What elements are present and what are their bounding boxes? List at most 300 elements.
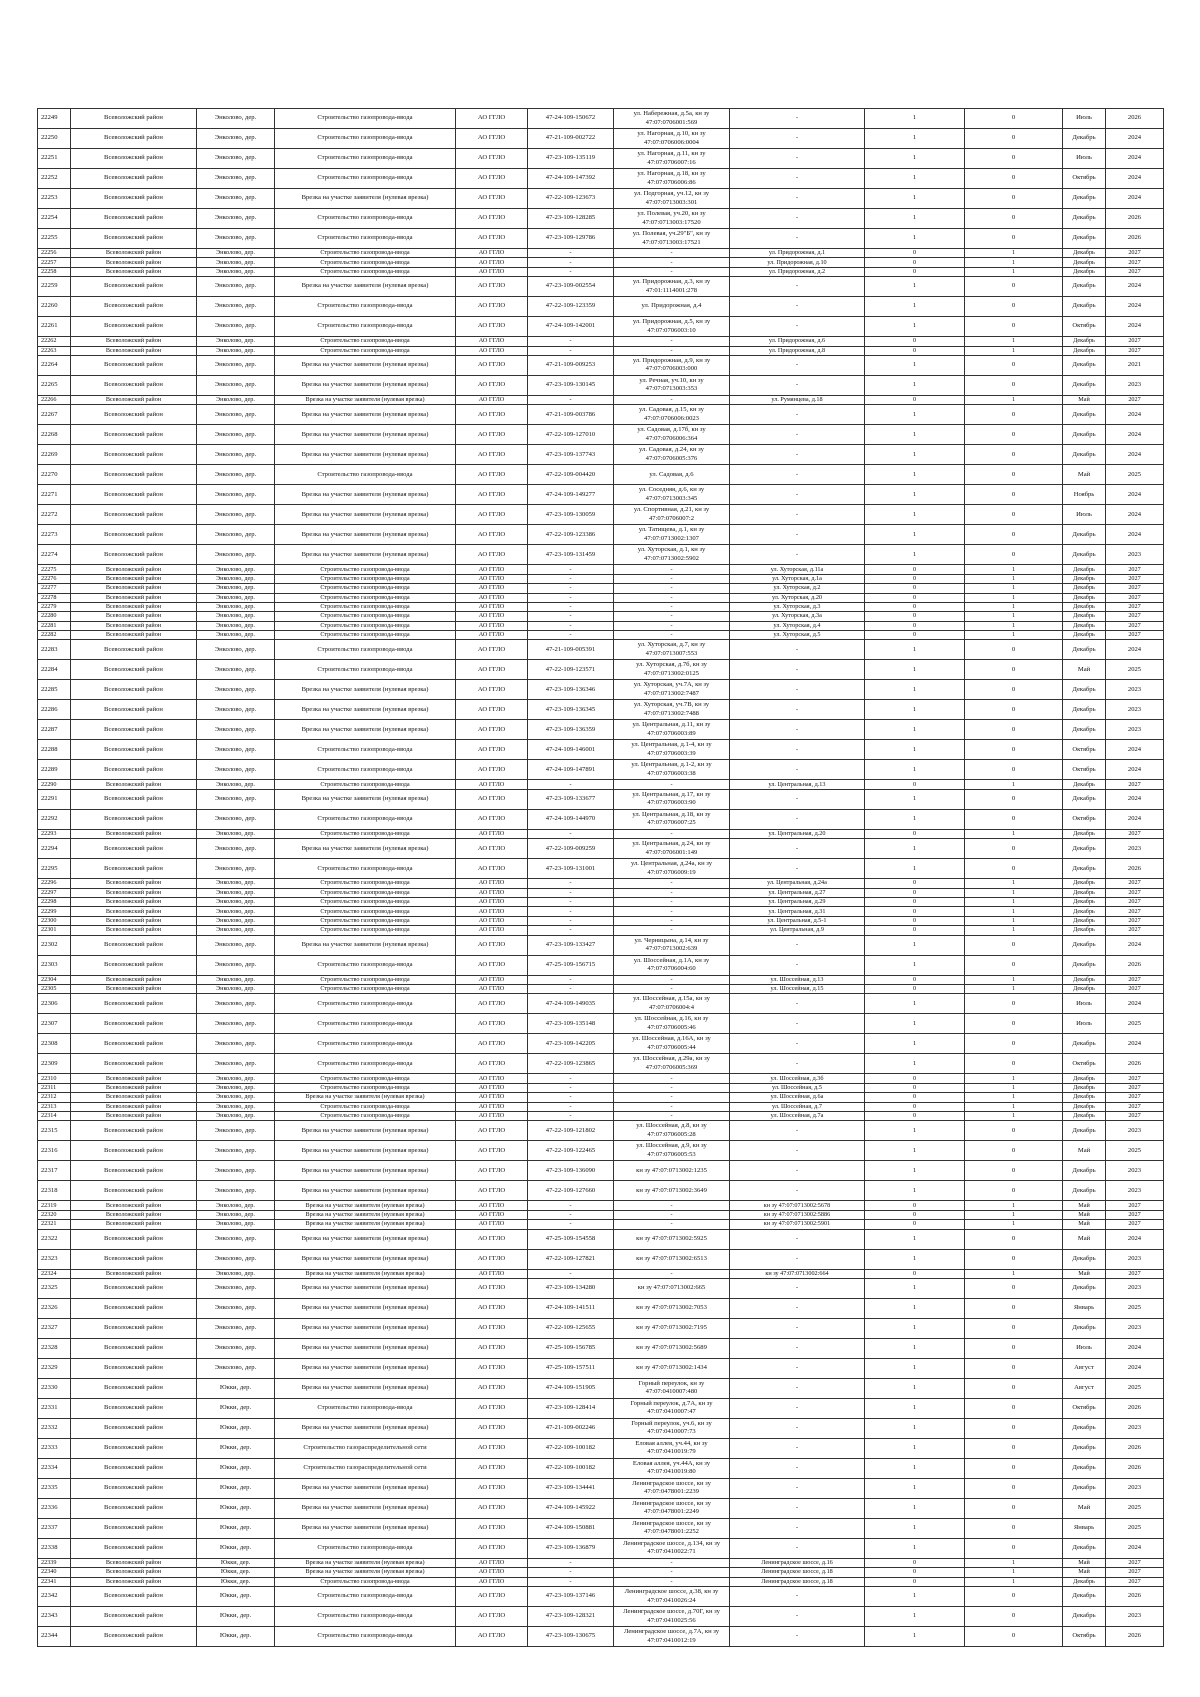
cell-applications-count: 1: [865, 955, 965, 975]
cell-organization: АО ГГЛО: [456, 593, 528, 602]
cell-application-number: 47-22-109-127660: [528, 1181, 614, 1201]
cell-applications-count: 1: [865, 760, 965, 780]
cell-work-type: Врезка на участке заявителя (нулевая врезка): [275, 1249, 456, 1269]
cell-address-planned: ул. Шоссейная, д.5: [730, 1083, 865, 1092]
table-row: [38, 346, 1164, 355]
cell-application-number: 47-24-109-147891: [528, 760, 614, 780]
cell-month: Декабрь: [1063, 680, 1106, 700]
cell-row-number: 22291: [38, 789, 71, 809]
cell-year: 2027: [1106, 1074, 1164, 1083]
table-row: [38, 229, 1164, 249]
cell-address-cadastral: ул. Садовая, д.24, кн зу 47:07:0706005:376: [614, 445, 730, 465]
cell-application-number: -: [528, 984, 614, 993]
cell-settlement: Энколово, дер.: [197, 337, 275, 346]
cell-applications-count: 1: [865, 1014, 965, 1034]
cell-planned-count: 1: [965, 395, 1063, 404]
cell-row-number: 22329: [38, 1358, 71, 1378]
cell-address-planned: ул. Хуторская, д.11а: [730, 565, 865, 574]
cell-application-number: -: [528, 1220, 614, 1229]
cell-year: 2024: [1106, 317, 1164, 337]
cell-address-cadastral: ул. Придорожная, д.5, кн зу 47:07:0706003:10: [614, 317, 730, 337]
cell-row-number: 22333: [38, 1438, 71, 1458]
cell-month: Декабрь: [1063, 1161, 1106, 1181]
cell-address-cadastral: ул. Центральная, д.24а, кн зу 47:07:0706009:19: [614, 859, 730, 879]
cell-month: Май: [1063, 1229, 1106, 1249]
cell-applications-count: 1: [865, 1298, 965, 1318]
cell-work-type: Врезка на участке заявителя (нулевая врезка): [275, 505, 456, 525]
cell-settlement: Энколово, дер.: [197, 1054, 275, 1074]
cell-district: Всеволожский район: [71, 935, 197, 955]
cell-address-cadastral: ул. Хуторская, д.7, кн зу 47:07:0713007:553: [614, 640, 730, 660]
cell-address-planned: -: [730, 1229, 865, 1249]
cell-applications-count: 1: [865, 1338, 965, 1358]
cell-year: 2024: [1106, 1338, 1164, 1358]
cell-settlement: Энколово, дер.: [197, 375, 275, 395]
cell-address-planned: ул. Шоссейная, д.7а: [730, 1111, 865, 1120]
cell-row-number: 22337: [38, 1518, 71, 1538]
cell-month: Октябрь: [1063, 1398, 1106, 1418]
cell-applications-count: 1: [865, 809, 965, 829]
cell-address-planned: -: [730, 109, 865, 129]
cell-planned-count: 1: [965, 267, 1063, 276]
cell-month: Декабрь: [1063, 1458, 1106, 1478]
cell-settlement: Юкки, дер.: [197, 1498, 275, 1518]
cell-settlement: Энколово, дер.: [197, 1229, 275, 1249]
cell-year: 2024: [1106, 405, 1164, 425]
cell-year: 2026: [1106, 1398, 1164, 1418]
cell-row-number: 22338: [38, 1538, 71, 1558]
cell-settlement: Энколово, дер.: [197, 445, 275, 465]
cell-row-number: 22341: [38, 1577, 71, 1586]
cell-address-cadastral: -: [614, 337, 730, 346]
cell-planned-count: 1: [965, 1111, 1063, 1120]
cell-address-cadastral: кн зу 47:07:0713002:5689: [614, 1338, 730, 1358]
cell-month: Декабрь: [1063, 1438, 1106, 1458]
cell-year: 2027: [1106, 395, 1164, 404]
cell-year: 2024: [1106, 445, 1164, 465]
cell-settlement: Энколово, дер.: [197, 994, 275, 1014]
cell-month: Декабрь: [1063, 297, 1106, 317]
cell-organization: АО ГГЛО: [456, 859, 528, 879]
cell-address-cadastral: -: [614, 926, 730, 935]
cell-address-cadastral: ул. Центральная, д.24, кн зу 47:07:0706001:149: [614, 839, 730, 859]
table-row: [38, 612, 1164, 621]
cell-month: Октябрь: [1063, 169, 1106, 189]
cell-applications-count: 1: [865, 1398, 965, 1418]
cell-address-planned: -: [730, 740, 865, 760]
cell-settlement: Энколово, дер.: [197, 317, 275, 337]
cell-district: Всеволожский район: [71, 1102, 197, 1111]
cell-address-cadastral: -: [614, 1558, 730, 1567]
cell-settlement: Энколово, дер.: [197, 169, 275, 189]
cell-planned-count: 0: [965, 1498, 1063, 1518]
cell-application-number: -: [528, 1201, 614, 1210]
cell-applications-count: 1: [865, 1358, 965, 1378]
cell-applications-count: 1: [865, 545, 965, 565]
table-row: [38, 984, 1164, 993]
cell-settlement: Энколово, дер.: [197, 660, 275, 680]
cell-work-type: Врезка на участке заявителя (нулевая врезка): [275, 1093, 456, 1102]
cell-month: Декабрь: [1063, 1587, 1106, 1607]
cell-applications-count: 0: [865, 1093, 965, 1102]
cell-settlement: Энколово, дер.: [197, 829, 275, 838]
table-row: [38, 445, 1164, 465]
table-row: [38, 740, 1164, 760]
cell-applications-count: 1: [865, 1607, 965, 1627]
cell-address-planned: ул. Центральная, д.13: [730, 780, 865, 789]
cell-district: Всеволожский район: [71, 1034, 197, 1054]
cell-settlement: Энколово, дер.: [197, 916, 275, 925]
cell-applications-count: 0: [865, 593, 965, 602]
table-row: [38, 975, 1164, 984]
cell-application-number: 47-23-109-130145: [528, 375, 614, 395]
cell-organization: АО ГГЛО: [456, 1074, 528, 1083]
cell-month: Декабрь: [1063, 879, 1106, 888]
cell-year: 2021: [1106, 355, 1164, 375]
cell-district: Всеволожский район: [71, 916, 197, 925]
cell-application-number: -: [528, 780, 614, 789]
cell-year: 2023: [1106, 545, 1164, 565]
cell-application-number: 47-23-109-131001: [528, 859, 614, 879]
cell-applications-count: 1: [865, 1249, 965, 1269]
cell-application-number: 47-25-109-157511: [528, 1358, 614, 1378]
cell-address-planned: -: [730, 720, 865, 740]
cell-organization: АО ГГЛО: [456, 1298, 528, 1318]
cell-applications-count: 1: [865, 109, 965, 129]
cell-month: Май: [1063, 1558, 1106, 1567]
cell-address-cadastral: -: [614, 1074, 730, 1083]
table-row: [38, 395, 1164, 404]
cell-work-type: Строительство газопровода-ввода: [275, 740, 456, 760]
cell-year: 2023: [1106, 375, 1164, 395]
cell-applications-count: 0: [865, 249, 965, 258]
cell-settlement: Энколово, дер.: [197, 1034, 275, 1054]
table-row: [38, 660, 1164, 680]
cell-work-type: Строительство газопровода-ввода: [275, 898, 456, 907]
cell-organization: АО ГГЛО: [456, 680, 528, 700]
cell-year: 2027: [1106, 1269, 1164, 1278]
cell-application-number: 47-23-109-136345: [528, 700, 614, 720]
cell-district: Всеволожский район: [71, 660, 197, 680]
cell-month: Май: [1063, 1210, 1106, 1219]
cell-applications-count: 1: [865, 425, 965, 445]
cell-application-number: 47-21-109-002722: [528, 129, 614, 149]
cell-settlement: Энколово, дер.: [197, 935, 275, 955]
cell-address-planned: Ленинградское шоссе, д.18: [730, 1577, 865, 1586]
cell-address-cadastral: -: [614, 621, 730, 630]
cell-address-cadastral: ул. Хуторская, уч.7В, кн зу 47:07:0713002:7488: [614, 700, 730, 720]
cell-district: Всеволожский район: [71, 789, 197, 809]
cell-address-planned: -: [730, 1398, 865, 1418]
cell-address-planned: -: [730, 277, 865, 297]
cell-year: 2027: [1106, 1102, 1164, 1111]
cell-month: Декабрь: [1063, 249, 1106, 258]
cell-applications-count: 1: [865, 149, 965, 169]
cell-applications-count: 0: [865, 1083, 965, 1092]
cell-applications-count: 1: [865, 1518, 965, 1538]
cell-settlement: Энколово, дер.: [197, 1083, 275, 1092]
table-row: [38, 955, 1164, 975]
cell-address-planned: -: [730, 229, 865, 249]
cell-district: Всеволожский район: [71, 1558, 197, 1567]
cell-application-number: 47-22-109-122465: [528, 1141, 614, 1161]
cell-work-type: Врезка на участке заявителя (нулевая врезка): [275, 1121, 456, 1141]
cell-planned-count: 1: [965, 898, 1063, 907]
cell-organization: АО ГГЛО: [456, 425, 528, 445]
cell-month: Декабрь: [1063, 267, 1106, 276]
cell-organization: АО ГГЛО: [456, 907, 528, 916]
gasification-register-table: [37, 108, 1164, 1647]
cell-address-cadastral: -: [614, 574, 730, 583]
cell-organization: АО ГГЛО: [456, 525, 528, 545]
cell-row-number: 22305: [38, 984, 71, 993]
cell-work-type: Врезка на участке заявителя (нулевая врезка): [275, 720, 456, 740]
cell-address-cadastral: -: [614, 975, 730, 984]
cell-row-number: 22340: [38, 1568, 71, 1577]
cell-organization: АО ГГЛО: [456, 975, 528, 984]
cell-applications-count: 1: [865, 229, 965, 249]
cell-applications-count: 0: [865, 829, 965, 838]
cell-planned-count: 0: [965, 375, 1063, 395]
cell-month: Июль: [1063, 994, 1106, 1014]
cell-row-number: 22265: [38, 375, 71, 395]
cell-district: Всеволожский район: [71, 621, 197, 630]
cell-district: Всеволожский район: [71, 149, 197, 169]
cell-month: Декабрь: [1063, 907, 1106, 916]
cell-district: Всеволожский район: [71, 720, 197, 740]
cell-row-number: 22323: [38, 1249, 71, 1269]
cell-organization: АО ГГЛО: [456, 1587, 528, 1607]
cell-address-planned: -: [730, 1607, 865, 1627]
cell-settlement: Энколово, дер.: [197, 1269, 275, 1278]
cell-address-planned: -: [730, 1278, 865, 1298]
cell-address-cadastral: кн зу 47:07:0713002:665: [614, 1278, 730, 1298]
cell-work-type: Строительство газопровода-ввода: [275, 1577, 456, 1586]
cell-row-number: 22303: [38, 955, 71, 975]
cell-application-number: 47-24-109-141511: [528, 1298, 614, 1318]
cell-application-number: -: [528, 829, 614, 838]
cell-month: Декабрь: [1063, 445, 1106, 465]
cell-work-type: Врезка на участке заявителя (нулевая врезка): [275, 545, 456, 565]
cell-address-cadastral: ул. Центральная, д.11, кн зу 47:07:0706003:89: [614, 720, 730, 740]
cell-row-number: 22263: [38, 346, 71, 355]
cell-address-cadastral: ул. Хуторская, уч.7А, кн зу 47:07:0713002:7487: [614, 680, 730, 700]
cell-work-type: Строительство газопровода-ввода: [275, 109, 456, 129]
cell-address-cadastral: ул. Центральная, д.1-2, кн зу 47:07:0706003:38: [614, 760, 730, 780]
cell-month: Декабрь: [1063, 189, 1106, 209]
cell-month: Декабрь: [1063, 1034, 1106, 1054]
cell-work-type: Строительство газопровода-ввода: [275, 337, 456, 346]
cell-district: Всеволожский район: [71, 584, 197, 593]
cell-address-cadastral: Горный переулок, д.7А, кн зу 47:07:0410007:47: [614, 1398, 730, 1418]
cell-address-cadastral: ул. Хуторская, д.7б, кн зу 47:07:0713002:0125: [614, 660, 730, 680]
cell-planned-count: 1: [965, 926, 1063, 935]
cell-row-number: 22289: [38, 760, 71, 780]
cell-planned-count: 1: [965, 1577, 1063, 1586]
cell-applications-count: 0: [865, 337, 965, 346]
cell-organization: АО ГГЛО: [456, 1210, 528, 1219]
table-row: [38, 1587, 1164, 1607]
cell-work-type: Строительство газопровода-ввода: [275, 593, 456, 602]
cell-address-planned: -: [730, 1358, 865, 1378]
cell-year: 2024: [1106, 297, 1164, 317]
table-row: [38, 375, 1164, 395]
cell-year: 2026: [1106, 1458, 1164, 1478]
cell-month: Декабрь: [1063, 1083, 1106, 1092]
table-row: [38, 565, 1164, 574]
cell-address-planned: ул. Шоссейная, д.15: [730, 984, 865, 993]
table-row: [38, 317, 1164, 337]
cell-organization: АО ГГЛО: [456, 839, 528, 859]
cell-year: 2023: [1106, 1478, 1164, 1498]
cell-address-cadastral: -: [614, 1269, 730, 1278]
cell-row-number: 22253: [38, 189, 71, 209]
cell-address-planned: -: [730, 465, 865, 485]
cell-settlement: Энколово, дер.: [197, 574, 275, 583]
cell-planned-count: 0: [965, 229, 1063, 249]
cell-organization: АО ГГЛО: [456, 574, 528, 583]
cell-district: Всеволожский район: [71, 1014, 197, 1034]
cell-month: Декабрь: [1063, 859, 1106, 879]
cell-address-planned: ул. Придорожная, д.6: [730, 337, 865, 346]
cell-settlement: Энколово, дер.: [197, 975, 275, 984]
cell-address-cadastral: ул. Садовая, д.17б, кн зу 47:07:0706006:364: [614, 425, 730, 445]
cell-row-number: 22306: [38, 994, 71, 1014]
cell-application-number: 47-25-109-154558: [528, 1229, 614, 1249]
cell-applications-count: 1: [865, 700, 965, 720]
cell-year: 2024: [1106, 129, 1164, 149]
cell-month: Декабрь: [1063, 955, 1106, 975]
cell-organization: АО ГГЛО: [456, 1577, 528, 1586]
cell-month: Декабрь: [1063, 612, 1106, 621]
cell-application-number: 47-23-109-133427: [528, 935, 614, 955]
cell-district: Всеволожский район: [71, 375, 197, 395]
cell-organization: АО ГГЛО: [456, 209, 528, 229]
cell-planned-count: 0: [965, 740, 1063, 760]
cell-district: Всеволожский район: [71, 1607, 197, 1627]
cell-work-type: Врезка на участке заявителя (нулевая врезка): [275, 485, 456, 505]
cell-address-planned: ул. Центральная, д.27: [730, 888, 865, 897]
cell-address-planned: ул. Центральная, д.31: [730, 907, 865, 916]
cell-year: 2024: [1106, 1358, 1164, 1378]
cell-planned-count: 0: [965, 1229, 1063, 1249]
cell-address-planned: кн зу 47:07:0713002:5901: [730, 1220, 865, 1229]
cell-settlement: Юкки, дер.: [197, 1577, 275, 1586]
cell-address-cadastral: ул. Центральная, д.17, кн зу 47:07:0706003:90: [614, 789, 730, 809]
cell-application-number: 47-21-109-002246: [528, 1418, 614, 1438]
cell-month: Декабрь: [1063, 565, 1106, 574]
cell-district: Всеволожский район: [71, 1161, 197, 1181]
cell-row-number: 22343: [38, 1607, 71, 1627]
cell-address-planned: ул. Хуторская, д.5: [730, 631, 865, 640]
cell-month: Декабрь: [1063, 720, 1106, 740]
cell-address-planned: -: [730, 1338, 865, 1358]
cell-district: Всеволожский район: [71, 839, 197, 859]
cell-month: Декабрь: [1063, 574, 1106, 583]
cell-applications-count: 0: [865, 267, 965, 276]
cell-address-planned: ул. Центральная, д.24а: [730, 879, 865, 888]
cell-year: 2025: [1106, 660, 1164, 680]
cell-row-number: 22259: [38, 277, 71, 297]
table-row: [38, 505, 1164, 525]
cell-settlement: Энколово, дер.: [197, 907, 275, 916]
cell-address-planned: -: [730, 485, 865, 505]
cell-planned-count: 0: [965, 1538, 1063, 1558]
cell-month: Декабрь: [1063, 525, 1106, 545]
cell-address-cadastral: -: [614, 267, 730, 276]
cell-district: Всеволожский район: [71, 425, 197, 445]
cell-district: Всеволожский район: [71, 109, 197, 129]
cell-address-cadastral: -: [614, 1577, 730, 1586]
cell-row-number: 22288: [38, 740, 71, 760]
cell-month: Декабрь: [1063, 277, 1106, 297]
cell-applications-count: 0: [865, 1220, 965, 1229]
cell-address-cadastral: Горный переулок, кн зу 47:07:0410007:480: [614, 1378, 730, 1398]
cell-address-planned: -: [730, 1034, 865, 1054]
cell-work-type: Строительство газопровода-ввода: [275, 1587, 456, 1607]
cell-applications-count: 1: [865, 1034, 965, 1054]
cell-district: Всеволожский район: [71, 1587, 197, 1607]
cell-applications-count: 1: [865, 277, 965, 297]
cell-work-type: Строительство газораспределительной сети: [275, 1438, 456, 1458]
cell-application-number: 47-24-109-150672: [528, 109, 614, 129]
cell-application-number: -: [528, 907, 614, 916]
cell-application-number: 47-24-109-142001: [528, 317, 614, 337]
cell-row-number: 22293: [38, 829, 71, 838]
cell-planned-count: 0: [965, 1398, 1063, 1418]
cell-address-planned: -: [730, 660, 865, 680]
cell-work-type: Строительство газопровода-ввода: [275, 1074, 456, 1083]
cell-year: 2027: [1106, 907, 1164, 916]
cell-applications-count: 0: [865, 395, 965, 404]
cell-address-cadastral: ул. Соседняя, д.6, кн зу 47:07:0713003:345: [614, 485, 730, 505]
cell-year: 2027: [1106, 602, 1164, 611]
table-row: [38, 189, 1164, 209]
cell-work-type: Строительство газопровода-ввода: [275, 229, 456, 249]
cell-address-planned: -: [730, 189, 865, 209]
cell-applications-count: 1: [865, 1121, 965, 1141]
cell-organization: АО ГГЛО: [456, 1121, 528, 1141]
cell-work-type: Врезка на участке заявителя (нулевая врезка): [275, 680, 456, 700]
cell-planned-count: 1: [965, 612, 1063, 621]
cell-work-type: Врезка на участке заявителя (нулевая врезка): [275, 355, 456, 375]
cell-address-cadastral: -: [614, 879, 730, 888]
cell-planned-count: 0: [965, 189, 1063, 209]
cell-organization: АО ГГЛО: [456, 485, 528, 505]
cell-work-type: Врезка на участке заявителя (нулевая врезка): [275, 1558, 456, 1567]
table-row: [38, 277, 1164, 297]
cell-month: Декабрь: [1063, 346, 1106, 355]
cell-district: Всеволожский район: [71, 1141, 197, 1161]
cell-district: Всеволожский район: [71, 888, 197, 897]
cell-row-number: 22296: [38, 879, 71, 888]
cell-address-cadastral: кн зу 47:07:0713002:7195: [614, 1318, 730, 1338]
cell-year: 2024: [1106, 277, 1164, 297]
cell-row-number: 22308: [38, 1034, 71, 1054]
cell-year: 2024: [1106, 740, 1164, 760]
table-row: [38, 297, 1164, 317]
cell-district: Всеволожский район: [71, 229, 197, 249]
cell-work-type: Строительство газопровода-ввода: [275, 955, 456, 975]
cell-address-planned: кн зу 47:07:0713002:5886: [730, 1210, 865, 1219]
cell-application-number: 47-23-109-130675: [528, 1627, 614, 1647]
cell-month: Декабрь: [1063, 1111, 1106, 1120]
cell-row-number: 22301: [38, 926, 71, 935]
cell-work-type: Врезка на участке заявителя (нулевая врезка): [275, 1201, 456, 1210]
cell-organization: АО ГГЛО: [456, 297, 528, 317]
cell-organization: АО ГГЛО: [456, 445, 528, 465]
cell-row-number: 22342: [38, 1587, 71, 1607]
